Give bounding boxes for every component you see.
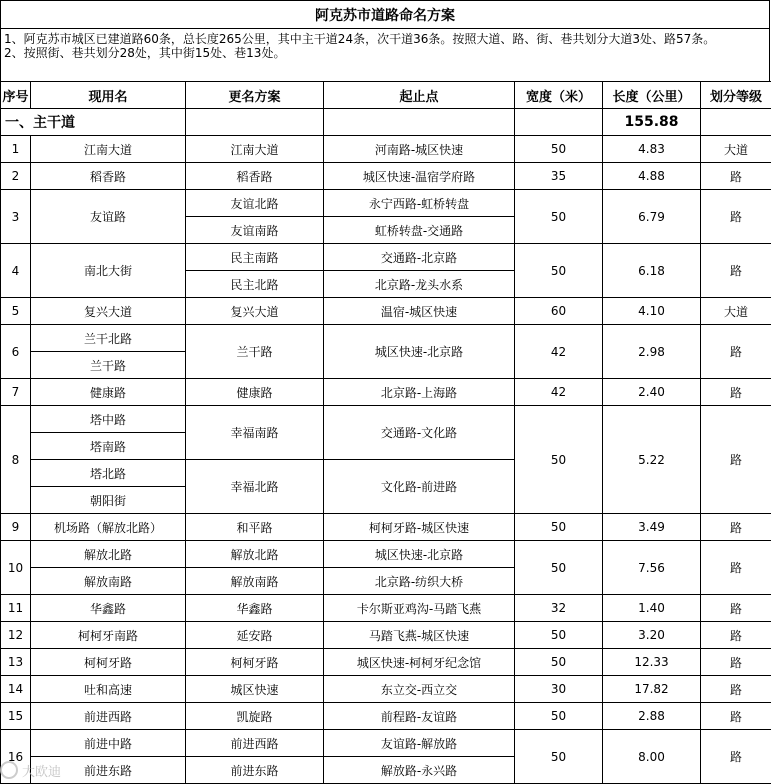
cell-no: 6	[1, 325, 31, 379]
section-row	[1, 109, 771, 136]
cell-length: 3.49	[603, 514, 701, 541]
intro-line-1: 1、阿克苏市城区已建道路60条，总长度265公里，其中主干道24条，次干道36条。按照大道、路、街、巷共划分大道3处、路57条。	[4, 32, 766, 46]
cell-no: 3	[1, 190, 31, 244]
cell-proposed-name: 华鑫路	[186, 595, 324, 622]
cell-no: 14	[1, 676, 31, 703]
cell-route: 河南路-城区快速	[324, 136, 515, 163]
table-header-row	[1, 82, 771, 109]
table-row	[1, 136, 771, 163]
cell-current-name: 机场路（解放北路）	[31, 514, 186, 541]
cell-grade: 路	[701, 379, 771, 406]
cell-current-name: 友谊路	[31, 190, 186, 244]
cell-no: 11	[1, 595, 31, 622]
table-row	[1, 325, 771, 352]
table-cell	[701, 109, 771, 136]
cell-grade: 路	[701, 325, 771, 379]
cell-length: 1.40	[603, 595, 701, 622]
cell-length: 2.40	[603, 379, 701, 406]
cell-no: 16	[1, 730, 31, 784]
cell-length: 8.00	[603, 730, 701, 784]
cell-proposed-name: 稻香路	[186, 163, 324, 190]
cell-no: 15	[1, 703, 31, 730]
cell-route: 城区快速-柯柯牙纪念馆	[324, 649, 515, 676]
cell-proposed-name: 兰干路	[186, 325, 324, 379]
cell-route: 城区快速-北京路	[324, 325, 515, 379]
header-no: 序号	[1, 82, 31, 109]
cell-current-name: 兰干路	[31, 352, 186, 379]
table-row	[1, 379, 771, 406]
cell-current-name: 吐和高速	[31, 676, 186, 703]
table-row	[1, 703, 771, 730]
cell-width: 50	[515, 244, 603, 298]
table-row	[1, 163, 771, 190]
cell-width: 50	[515, 622, 603, 649]
cell-proposed-name: 城区快速	[186, 676, 324, 703]
cell-length: 5.22	[603, 406, 701, 514]
cell-no: 12	[1, 622, 31, 649]
header-proposed-name: 更名方案	[186, 82, 324, 109]
cell-width: 42	[515, 379, 603, 406]
cell-proposed-name: 民主北路	[186, 271, 324, 298]
header-grade: 划分等级	[701, 82, 771, 109]
cell-grade: 路	[701, 406, 771, 514]
cell-width: 50	[515, 514, 603, 541]
table-row	[1, 541, 771, 568]
table-cell	[515, 109, 603, 136]
cell-width: 50	[515, 406, 603, 514]
cell-grade: 大道	[701, 298, 771, 325]
watermark	[0, 757, 110, 783]
cell-current-name: 兰干北路	[31, 325, 186, 352]
table-row	[1, 406, 771, 433]
cell-route: 马踏飞燕-城区快速	[324, 622, 515, 649]
cell-route: 虹桥转盘-交通路	[324, 217, 515, 244]
header-length: 长度（公里）	[603, 82, 701, 109]
cell-grade: 路	[701, 163, 771, 190]
cell-width: 50	[515, 730, 603, 784]
table-row	[1, 244, 771, 271]
cell-no: 13	[1, 649, 31, 676]
intro-line-2: 2、按照街、巷共划分28处，其中街15处、巷13处。	[4, 46, 766, 60]
cell-length: 6.79	[603, 190, 701, 244]
section-total-length: 155.88	[603, 109, 701, 136]
cell-proposed-name: 江南大道	[186, 136, 324, 163]
cell-route: 永宁西路-虹桥转盘	[324, 190, 515, 217]
cell-length: 2.88	[603, 703, 701, 730]
cell-proposed-name: 和平路	[186, 514, 324, 541]
cell-current-name: 健康路	[31, 379, 186, 406]
table-row	[1, 190, 771, 217]
table-cell	[186, 109, 324, 136]
cell-width: 50	[515, 136, 603, 163]
cell-current-name: 柯柯牙南路	[31, 622, 186, 649]
cell-no: 8	[1, 406, 31, 514]
cell-proposed-name: 柯柯牙路	[186, 649, 324, 676]
cell-route: 交通路-文化路	[324, 406, 515, 460]
cell-no: 4	[1, 244, 31, 298]
cell-current-name: 解放北路	[31, 541, 186, 568]
cell-proposed-name: 幸福南路	[186, 406, 324, 460]
cell-no: 1	[1, 136, 31, 163]
cell-length: 4.10	[603, 298, 701, 325]
table-row	[1, 676, 771, 703]
cell-route: 友谊路-解放路	[324, 730, 515, 757]
cell-current-name: 江南大道	[31, 136, 186, 163]
road-naming-table	[0, 81, 771, 784]
cell-width: 30	[515, 676, 603, 703]
table-row	[1, 730, 771, 757]
cell-proposed-name: 复兴大道	[186, 298, 324, 325]
cell-route: 卡尔斯亚鸡沟-马踏飞燕	[324, 595, 515, 622]
cell-current-name: 复兴大道	[31, 298, 186, 325]
cell-width: 60	[515, 298, 603, 325]
table-row	[1, 514, 771, 541]
cell-length: 17.82	[603, 676, 701, 703]
cell-proposed-name: 前进西路	[186, 730, 324, 757]
cell-current-name: 柯柯牙路	[31, 649, 186, 676]
cell-route: 城区快速-北京路	[324, 541, 515, 568]
cell-proposed-name: 幸福北路	[186, 460, 324, 514]
cell-width: 50	[515, 541, 603, 595]
cell-width: 32	[515, 595, 603, 622]
cell-current-name: 前进西路	[31, 703, 186, 730]
cell-current-name: 前进中路	[31, 730, 186, 757]
table-cell	[324, 109, 515, 136]
cell-route: 北京路-龙头水系	[324, 271, 515, 298]
cell-no: 7	[1, 379, 31, 406]
cell-length: 4.83	[603, 136, 701, 163]
cell-width: 35	[515, 163, 603, 190]
cell-current-name: 前进东路	[31, 757, 186, 784]
cell-route: 东立交-西立交	[324, 676, 515, 703]
cell-length: 7.56	[603, 541, 701, 595]
cell-route: 北京路-纺织大桥	[324, 568, 515, 595]
cell-width: 50	[515, 649, 603, 676]
cell-no: 10	[1, 541, 31, 595]
cell-proposed-name: 友谊北路	[186, 190, 324, 217]
cell-grade: 路	[701, 514, 771, 541]
cell-route: 温宿-城区快速	[324, 298, 515, 325]
cell-proposed-name: 凯旋路	[186, 703, 324, 730]
document-title: 阿克苏市道路命名方案	[0, 0, 770, 29]
section-label: 一、主干道	[1, 109, 186, 136]
cell-grade: 路	[701, 676, 771, 703]
cell-route: 交通路-北京路	[324, 244, 515, 271]
cell-proposed-name: 前进东路	[186, 757, 324, 784]
cell-route: 解放路-永兴路	[324, 757, 515, 784]
cell-width: 50	[515, 703, 603, 730]
cell-length: 3.20	[603, 622, 701, 649]
cell-route: 柯柯牙路-城区快速	[324, 514, 515, 541]
header-route: 起止点	[324, 82, 515, 109]
cell-proposed-name: 解放北路	[186, 541, 324, 568]
cell-proposed-name: 延安路	[186, 622, 324, 649]
cell-grade: 路	[701, 244, 771, 298]
cell-route: 城区快速-温宿学府路	[324, 163, 515, 190]
cell-current-name: 塔中路	[31, 406, 186, 433]
cell-proposed-name: 友谊南路	[186, 217, 324, 244]
cell-length: 2.98	[603, 325, 701, 379]
cell-length: 12.33	[603, 649, 701, 676]
cell-grade: 路	[701, 649, 771, 676]
watermark-text: 大欧迪	[22, 761, 61, 780]
cell-no: 5	[1, 298, 31, 325]
cell-current-name: 稻香路	[31, 163, 186, 190]
table-row	[1, 595, 771, 622]
cell-grade: 路	[701, 622, 771, 649]
cell-grade: 路	[701, 595, 771, 622]
cell-route: 前程路-友谊路	[324, 703, 515, 730]
header-current-name: 现用名	[31, 82, 186, 109]
cell-current-name: 朝阳街	[31, 487, 186, 514]
cell-grade: 路	[701, 541, 771, 595]
cell-no: 9	[1, 514, 31, 541]
cell-length: 6.18	[603, 244, 701, 298]
cell-width: 42	[515, 325, 603, 379]
cell-current-name: 塔南路	[31, 433, 186, 460]
cell-no: 2	[1, 163, 31, 190]
header-width: 宽度（米）	[515, 82, 603, 109]
cell-grade: 大道	[701, 136, 771, 163]
cell-proposed-name: 健康路	[186, 379, 324, 406]
cell-grade: 路	[701, 703, 771, 730]
intro-notes	[0, 29, 770, 81]
cell-current-name: 华鑫路	[31, 595, 186, 622]
cell-current-name: 解放南路	[31, 568, 186, 595]
cell-proposed-name: 民主南路	[186, 244, 324, 271]
cell-grade: 路	[701, 190, 771, 244]
table-row	[1, 622, 771, 649]
cell-current-name: 塔北路	[31, 460, 186, 487]
watermark-logo-icon	[0, 761, 18, 779]
cell-route: 北京路-上海路	[324, 379, 515, 406]
table-row	[1, 298, 771, 325]
cell-route: 文化路-前进路	[324, 460, 515, 514]
cell-length: 4.88	[603, 163, 701, 190]
cell-proposed-name: 解放南路	[186, 568, 324, 595]
table-row	[1, 649, 771, 676]
cell-current-name: 南北大街	[31, 244, 186, 298]
cell-grade: 路	[701, 730, 771, 784]
cell-width: 50	[515, 190, 603, 244]
